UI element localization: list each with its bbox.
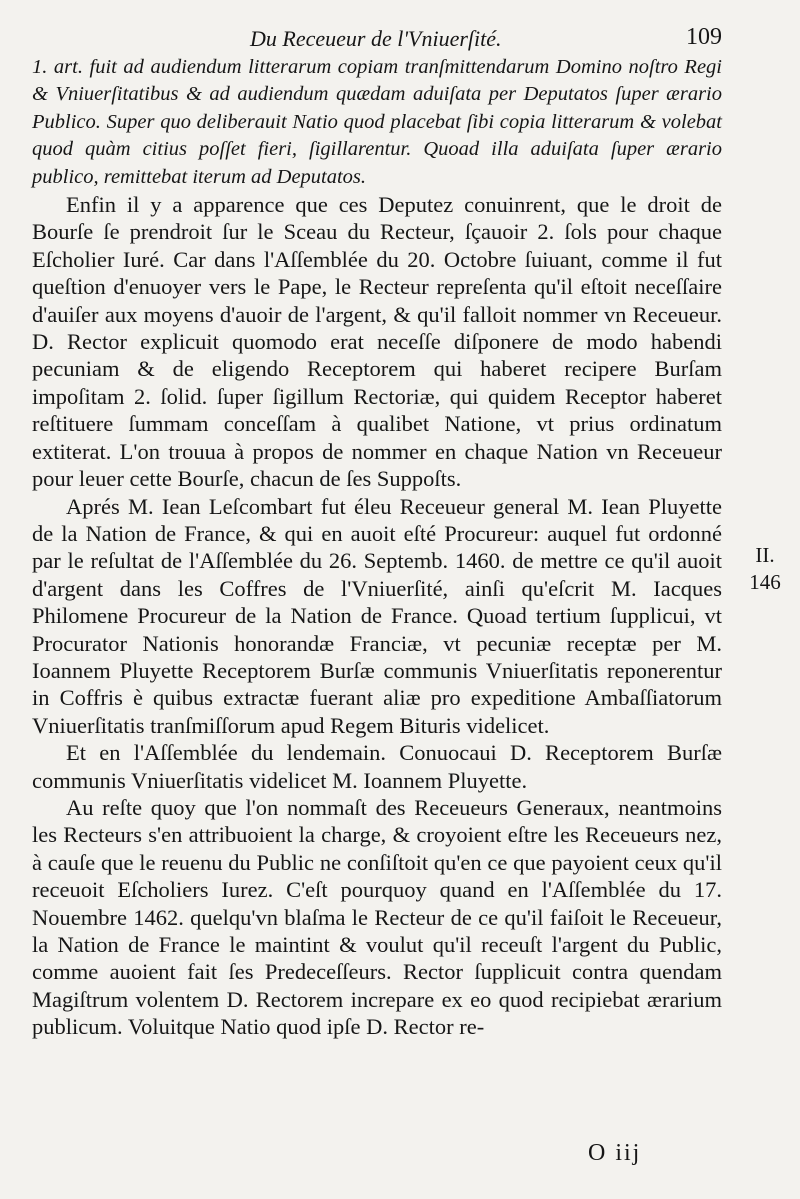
paragraph-1: Enfin il y a apparence que ces Deputez conuinrent, que le droit de Bourſe ſe prendroit ſur le Sceau du Recteur, ſçauoir 2. ſols pour chaque Eſcholier Iuré. Car dans l'Aſſemblée du 20. Octobre ſuiuant, comme il fut queſtion d'enuoyer vers le Pape, le Recteur repreſenta qu'il eſtoit neceſſaire d'auiſer aux moyens d'auoir de l'argent, & qu'il falloit nommer vn Receueur. D. Rector explicuit quomodo erat neceſſe diſponere de modo habendi pecuniam & de eligendo Receptorem qui haberet recipere Burſam impoſitam 2. ſolid. ſuper ſigillum Rectoriæ, qui quidem Receptor haberet reſtituere ſummam conceſſam à qualibet Natione, vt prius ordinatum extiterat. L'on trouua à propos de nommer en chaque Nation vn Receueur pour leuer cette Bourſe, chacun de ſes Suppoſts.: [32, 192, 722, 492]
paragraph-2: Aprés M. Iean Leſcombart fut éleu Receueur general M. Iean Pluyette de la Nation de France, & qui en auoit eſté Procureur: auquel fut ordonné par le reſultat de l'Aſſemblée du 26. Septemb. 1460. de mettre ce qu'il auoit d'argent dans les Coffres de l'Vniuerſité, ainſi qu'eſcrit M. Iacques Philomene Procureur de la Nation de France. Quoad tertium ſupplicui, vt Procurator Nationis honorandæ Franciæ, vt pecuniæ receptæ per M. Ioannem Pluyette Receptorem Burſæ communis Vniuerſitatis reponerentur in Coffris è quibus extractæ fuerant aliæ pro expeditione Ambaſſiatorum Vniuerſitatis tranſmiſſorum apud Regem Bituris videlicet.: [32, 493, 722, 738]
text-body: [32, 54, 722, 1041]
margin-note-line-2: 146: [749, 570, 781, 594]
margin-note: [734, 542, 796, 596]
running-head: [0, 26, 800, 56]
latin-paragraph: 1. art. fuit ad audiendum litterarum copiam tranſmittendarum Domino noſtro Regi & Vniuerſitatibus & ad audiendum quædam aduiſata per Deputatos ſuper ærario Publico. Super quo deliberauit Natio quod placebat ſibi copia litterarum & volebat quod quàm citius poſſet fieri, ſigillarentur. Quoad illa aduiſata ſuper ærario publico, remittebat iterum ad Deputatos.: [32, 56, 722, 188]
paragraph-4: Au reſte quoy que l'on nommaſt des Receueurs Generaux, neantmoins les Recteurs s'en attribuoient la charge, & croyoient eſtre les Receueurs nez, à cauſe que le reuenu du Public ne conſiſtoit qu'en ce que payoient ceux qu'il receuoit Eſcholiers Iurez. C'eſt pourquoy quand en l'Aſſemblée du 17. Nouembre 1462. quelqu'vn blaſma le Recteur de ce qu'il faiſoit le Receueur, la Nation de France le maintint & voulut qu'il receuſt l'argent du Public, comme auoient fait ſes Predeceſſeurs. Rector ſupplicuit contra quendam Magiſtrum volentem D. Rectorem increpare ex eo quod recipiebat ærarium publicum. Voluitque Natio quod ipſe D. Rector re-: [32, 794, 722, 1040]
paragraph-3: Et en l'Aſſemblée du lendemain. Conuocaui D. Receptorem Burſæ communis Vniuerſitatis videlicet M. Ioannem Pluyette.: [32, 740, 722, 793]
running-title: Du Receueur de l'Vniuerſité.: [250, 26, 502, 51]
page-number: 109: [686, 24, 722, 50]
margin-note-line-1: II.: [755, 543, 775, 567]
signature-mark: O iij: [588, 1140, 642, 1166]
